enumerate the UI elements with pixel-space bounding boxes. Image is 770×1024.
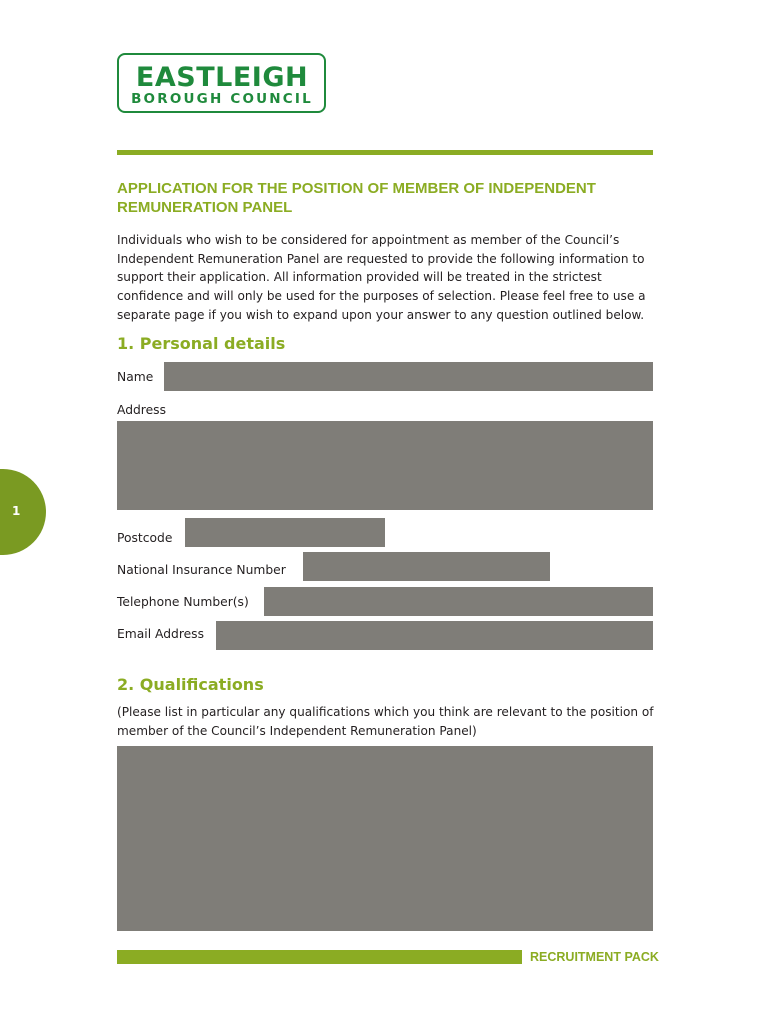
logo-line1: EASTLEIGH xyxy=(135,62,309,93)
email-label: Email Address xyxy=(117,627,204,641)
logo-line2: BOROUGH COUNCIL xyxy=(131,91,313,107)
name-field[interactable] xyxy=(164,362,653,391)
section-heading-personal-details: 1. Personal details xyxy=(117,334,286,353)
council-logo xyxy=(117,53,326,113)
footer-label: RECRUITMENT PACK xyxy=(530,950,659,964)
page-title: APPLICATION FOR THE POSITION OF MEMBER OF INDEPENDENT REMUNERATION PANEL xyxy=(117,180,596,216)
telephone-field[interactable] xyxy=(264,587,653,616)
intro-paragraph: Individuals who wish to be considered for appointment as member of the Council’s Independent Remuneration Panel are requested to provide the following information to support their application. All information provided will be treated in the strictest confidence and will only be used for the purposes of selection. Please feel free to use a separate page if you wish to expand upon your answer to any question outlined below. xyxy=(117,233,646,322)
address-field[interactable] xyxy=(117,421,653,510)
ni-number-label: National Insurance Number xyxy=(117,563,286,577)
qualifications-note: (Please list in particular any qualifications which you think are relevant to the position of member of the Council’s Independent Remuneration Panel) xyxy=(117,705,654,738)
address-label: Address xyxy=(117,403,166,417)
name-label: Name xyxy=(117,370,154,384)
header-rule xyxy=(117,150,653,155)
page-number: 1 xyxy=(12,504,21,518)
ni-number-field[interactable] xyxy=(303,552,550,581)
section-heading-qualifications: 2. Qualifications xyxy=(117,675,264,694)
postcode-field[interactable] xyxy=(185,518,385,547)
postcode-label: Postcode xyxy=(117,531,173,545)
page-number-tab xyxy=(0,469,46,555)
telephone-label: Telephone Number(s) xyxy=(117,595,249,609)
email-field[interactable] xyxy=(216,621,653,650)
footer-rule xyxy=(117,950,522,964)
qualifications-field[interactable] xyxy=(117,746,653,931)
